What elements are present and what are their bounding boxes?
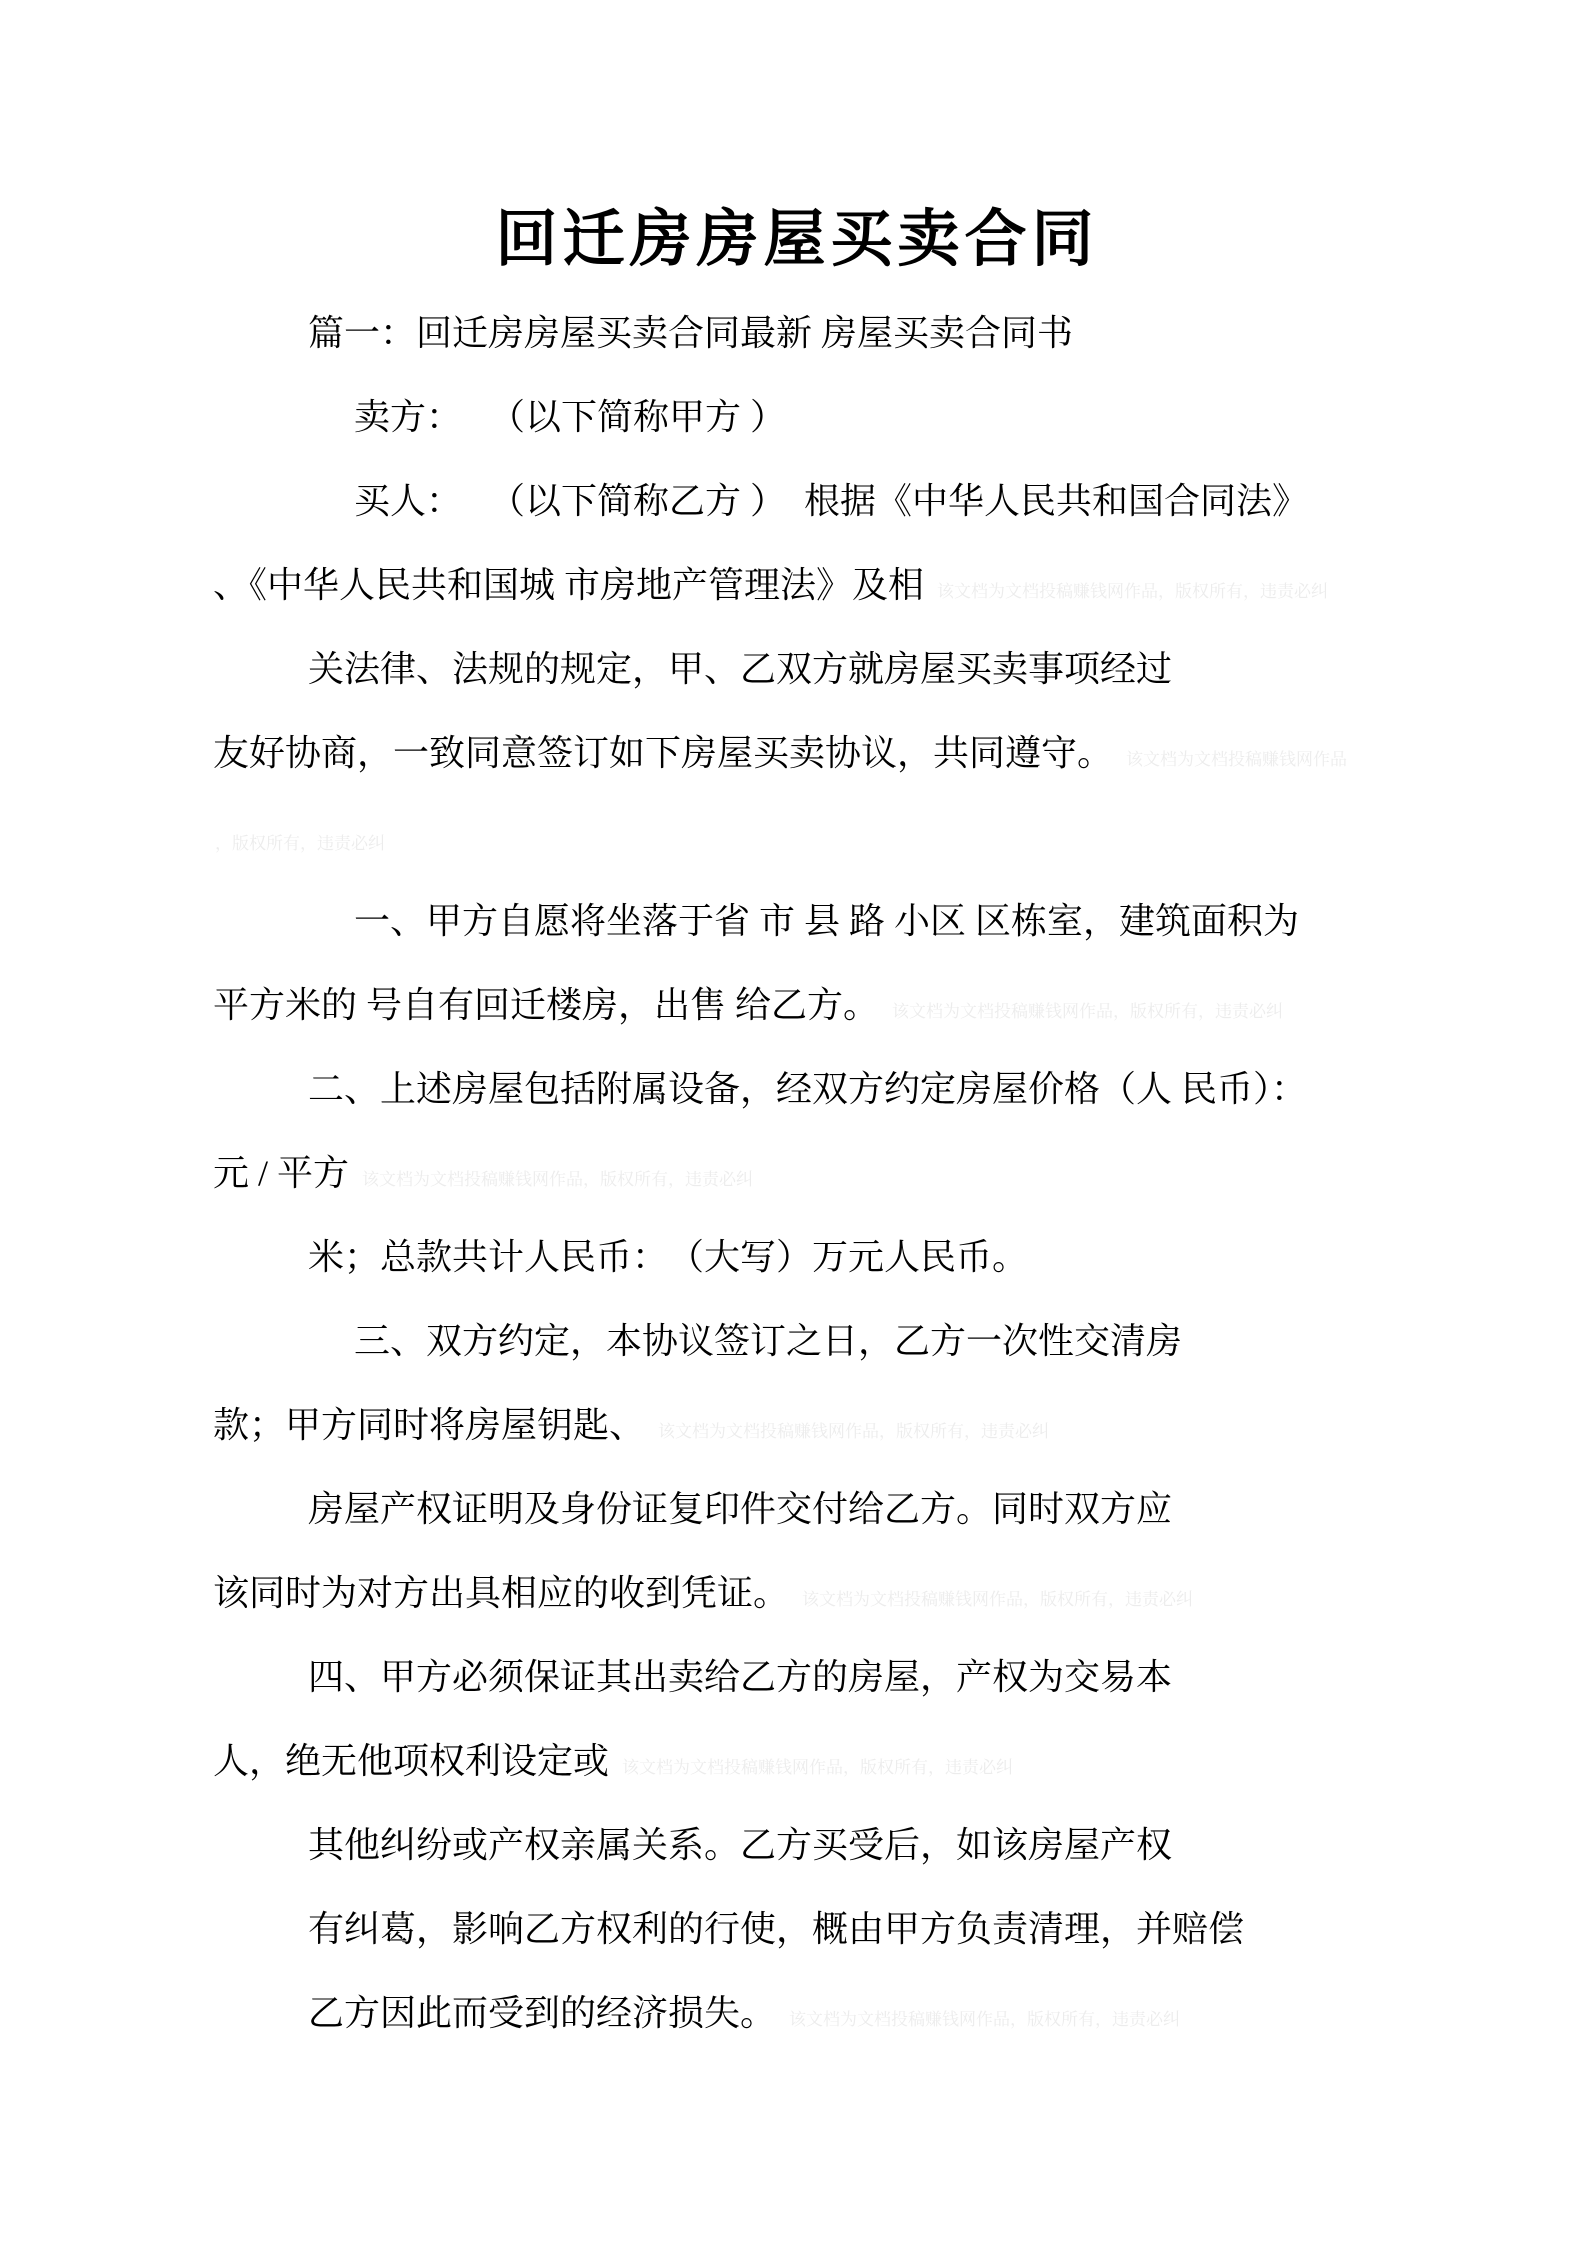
watermark-text: 该文档为文档投稿赚钱网作品，版权所有，违责必纠	[622, 1758, 1014, 1777]
text-line	[213, 1719, 1423, 1803]
text-line	[213, 1383, 1423, 1467]
line-text: 房屋产权证明及身份证复印件交付给乙方。同时双方应	[308, 1489, 1173, 1529]
watermark-text: 该文档为文档投稿赚钱网作品，版权所有，违责必纠	[802, 1590, 1194, 1609]
text-line	[213, 543, 1423, 627]
line-text: 关法律、法规的规定，甲、乙双方就房屋买卖事项经过	[308, 649, 1173, 689]
text-line	[213, 879, 1423, 963]
text-line	[213, 1551, 1423, 1635]
text-line	[213, 1887, 1423, 1971]
text-line	[213, 1467, 1423, 1551]
line-text: 一、甲方自愿将坐落于省 市 县 路 小区 区栋室，建筑面积为	[354, 901, 1300, 941]
text-line	[213, 1131, 1423, 1215]
watermark-text: 该文档为文档投稿赚钱网作品，版权所有，违责必纠	[362, 1170, 754, 1189]
line-text: 二、上述房屋包括附属设备，经双方约定房屋价格（人 民币）：	[308, 1069, 1308, 1109]
line-text: 该同时为对方出具相应的收到凭证。	[213, 1573, 790, 1613]
watermark-text: 该文档为文档投稿赚钱网作品，版权所有，违责必纠	[937, 582, 1329, 601]
line-text: 平方米的 号自有回迁楼房，出售 给乙方。	[213, 985, 880, 1025]
text-line	[213, 963, 1423, 1047]
text-line	[213, 1215, 1423, 1299]
document-body	[213, 291, 1423, 2055]
text-line	[213, 459, 1423, 543]
line-text: 其他纠纷或产权亲属关系。乙方买受后，如该房屋产权	[308, 1825, 1173, 1865]
line-text: 米；总款共计人民币： （大写）万元人民币。	[308, 1237, 1029, 1277]
text-line	[213, 627, 1423, 711]
line-text: 元 / 平方	[213, 1153, 350, 1193]
text-line	[213, 1047, 1423, 1131]
line-text: 三、双方约定，本协议签订之日，乙方一次性交清房	[354, 1321, 1183, 1361]
watermark-text: ，版权所有，违责必纠	[215, 834, 385, 853]
line-text: 人，绝无他项权利设定或	[213, 1741, 610, 1781]
text-line	[213, 1635, 1423, 1719]
document-title: 回迁房房屋买卖合同	[495, 205, 1099, 274]
line-text: 四、甲方必须保证其出卖给乙方的房屋，产权为交易本	[308, 1657, 1173, 1697]
text-line	[213, 1803, 1423, 1887]
line-text: 款；甲方同时将房屋钥匙、	[213, 1405, 646, 1445]
line-text: 乙方因此而受到的经济损失。	[308, 1993, 777, 2033]
text-line	[213, 291, 1423, 375]
line-text: 有纠葛，影响乙方权利的行使，概由甲方负责清理，并赔偿	[308, 1909, 1245, 1949]
text-line	[213, 375, 1423, 459]
line-text: 买人： （以下简称乙方 ） 根据《中华人民共和国合同法》	[354, 481, 1309, 521]
text-line	[213, 711, 1423, 795]
watermark-text: 该文档为文档投稿赚钱网作品	[1126, 750, 1348, 769]
line-text: 篇一：回迁房房屋买卖合同最新 房屋买卖合同书	[308, 313, 1074, 353]
line-text: 友好协商，一致同意签订如下房屋买卖协议，共同遵守。	[213, 733, 1114, 773]
text-line	[213, 1299, 1423, 1383]
watermark-text: 该文档为文档投稿赚钱网作品，版权所有，违责必纠	[789, 2010, 1181, 2029]
text-line	[213, 795, 1423, 879]
line-text: 卖方： （以下简称甲方 ）	[354, 397, 787, 437]
text-line	[213, 1971, 1423, 2055]
watermark-text: 该文档为文档投稿赚钱网作品，版权所有，违责必纠	[892, 1002, 1284, 1021]
watermark-text: 该文档为文档投稿赚钱网作品，版权所有，违责必纠	[658, 1422, 1050, 1441]
line-text: 、《中华人民共和国城 市房地产管理法》及相	[213, 565, 925, 605]
